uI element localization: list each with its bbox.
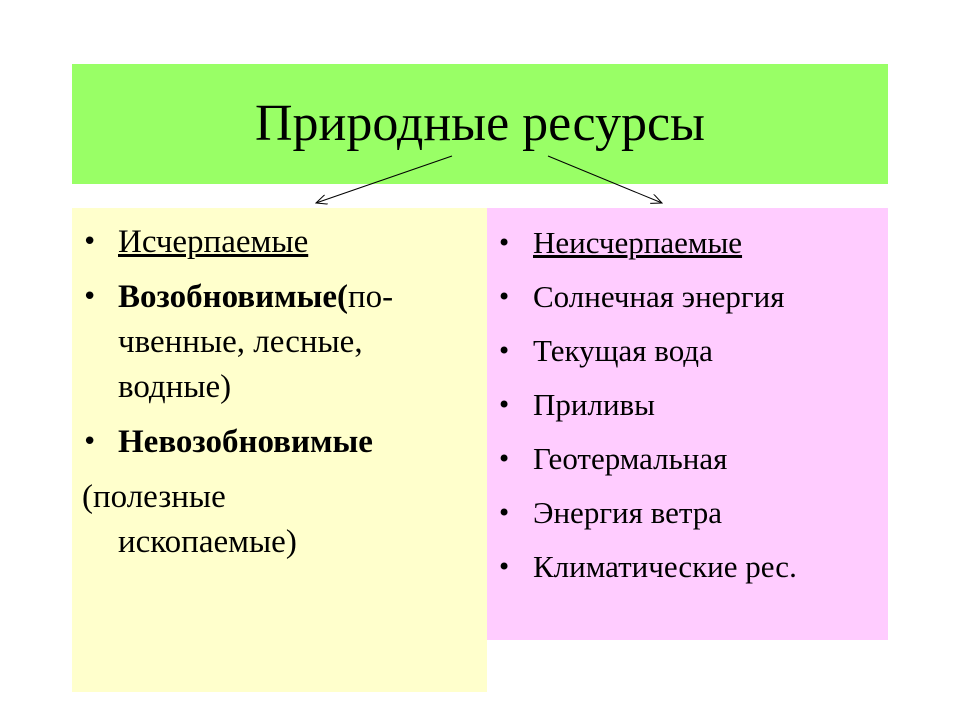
list-item [72,420,487,465]
bullet-icon: • [497,337,512,365]
renewable-examples: по-чвенные, лесные, водные) [118,279,394,405]
bullet-icon: • [497,553,512,581]
inexhaustible-list [487,208,888,588]
list-item [487,438,888,480]
title-banner [72,64,888,184]
nonrenewable-note-line2: ископаемые) [118,524,297,560]
list-item-label: Приливы [533,387,656,422]
list-item-label: Энергия ветра [533,495,723,530]
list-item [487,276,888,318]
bullet-icon: • [497,391,512,419]
list-item-label: Геотермальная [533,441,728,476]
list-item [487,384,888,426]
inexhaustible-heading: Неисчерпаемые [533,225,743,260]
list-item-label: Текущая вода [533,333,713,368]
bullet-icon: • [82,282,98,312]
exhaustible-resources-panel [72,208,487,692]
list-item [487,222,888,264]
bullet-icon: • [82,427,98,457]
list-item [72,220,487,265]
list-item [487,330,888,372]
bullet-icon: • [497,499,512,527]
nonrenewable-note-line1: (полезные [82,479,226,515]
exhaustible-heading: Исчерпаемые [118,224,309,260]
list-item [487,492,888,534]
exhaustible-list [72,208,487,465]
renewable-label: Возобновимые( [118,279,348,315]
bullet-icon: • [82,227,98,257]
diagram-title: Природные ресурсы [255,95,705,152]
bullet-icon: • [497,445,512,473]
bullet-icon: • [497,283,512,311]
inexhaustible-resources-panel [487,208,888,640]
list-item [487,546,888,588]
nonrenewable-label: Невозобновимые [118,424,373,460]
list-item-label: Солнечная энергия [533,279,785,314]
list-item-label: Климатические рес. [533,549,797,584]
bullet-icon: • [497,229,512,257]
list-item [72,275,487,410]
